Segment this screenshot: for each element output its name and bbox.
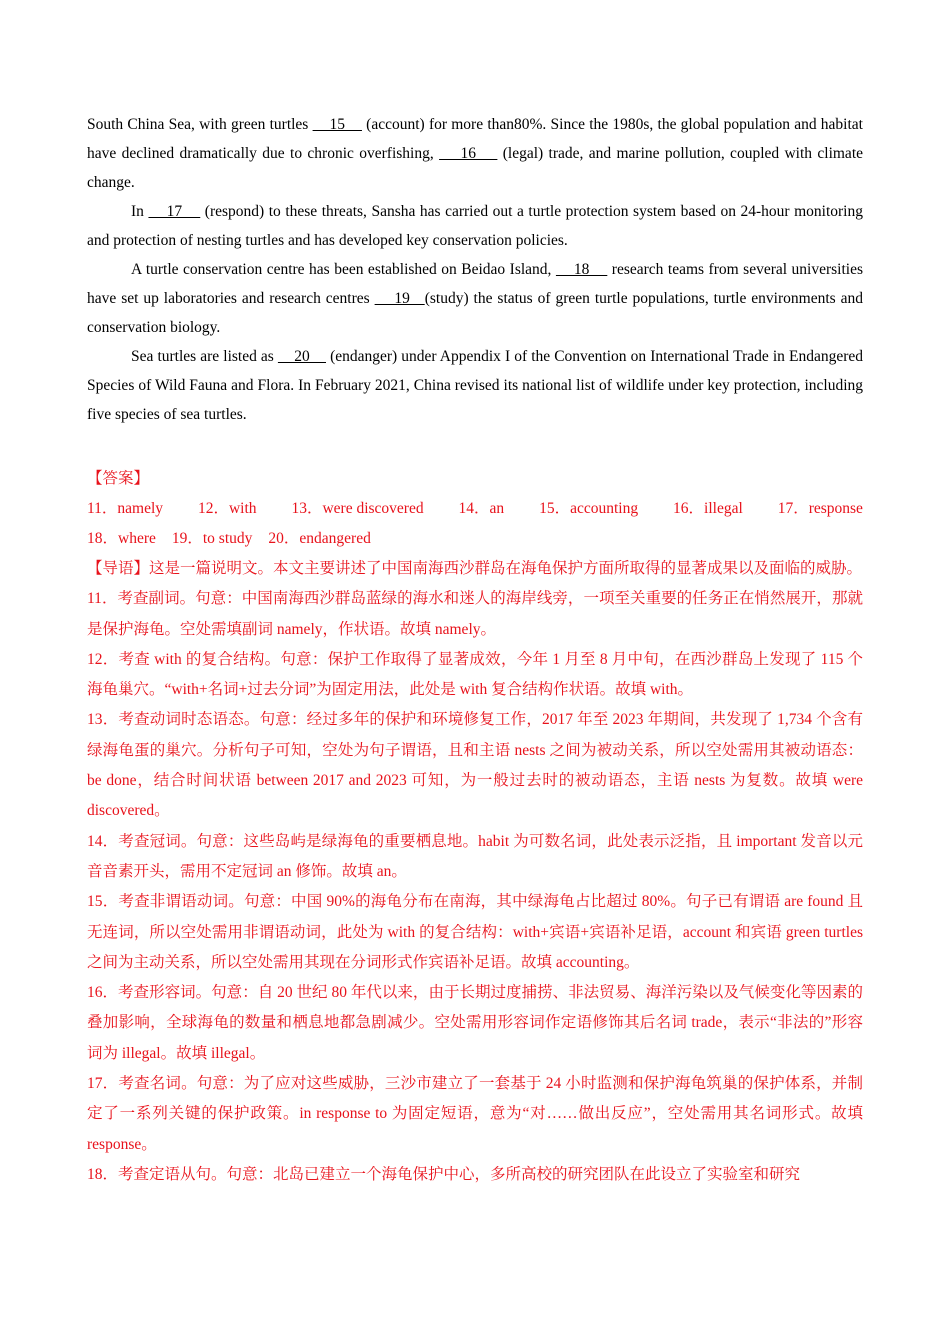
text-segment: Sea turtles are listed as: [131, 348, 278, 365]
answer-14: 14．an: [458, 500, 505, 517]
spacer: [87, 429, 863, 464]
text-segment: A turtle conservation centre has been established on Beidao Island,: [131, 261, 556, 278]
text-segment: (respond) to these threats, Sansha has carried out a turtle protection system based on 24-hour monitoring and protection of nesting turtles and has developed key conservation policies.: [87, 203, 863, 249]
answer-13: 13．were discovered: [291, 500, 424, 517]
explanation-18: 18．考查定语从句。句意：北岛已建立一个海龟保护中心，多所高校的研究团队在此设立了实验室和研究: [87, 1165, 801, 1183]
explanation-12: 12．考查 with 的复合结构。句意：保护工作取得了显著成效，今年 1 月至 8 月中旬，在西沙群岛上发现了 115 个海龟巢穴。“with+名词+过去分词”为固定用法，此处是 with 复合结构作状语。故填 with。: [87, 650, 863, 699]
passage-paragraph-3: [87, 255, 863, 342]
explanation-11: 11．考查副词。句意：中国南海西沙群岛蓝绿的海水和迷人的海岸线旁，一项至关重要的任务正在悄然展开，那就是保护海龟。空处需填副词 namely，作状语。故填 namely。: [87, 590, 863, 638]
blank-17: 17: [148, 203, 201, 220]
passage-paragraph-2: [87, 197, 863, 255]
answer-row-1: [87, 494, 863, 524]
answer-row-2: [87, 524, 863, 554]
passage-paragraph-4: [87, 342, 863, 429]
explanation-15: 15．考查非谓语动词。句意：中国 90%的海龟分布在南海，其中绿海龟占比超过 80%。句子已有谓语 are found 且无连词，所以空处需用非谓语动词，此处为 with 的复合结构：with+宾语+宾语补足语，account 和宾语 green turtles 之间为主动关系，所以空处需用其现在分词形式作宾语补足语。故填 accounting。: [87, 893, 863, 971]
blank-19: 19: [374, 290, 425, 307]
answer-16: 16．illegal: [673, 500, 743, 517]
answer-11: 11．namely: [87, 500, 164, 517]
answer-15: 15．accounting: [539, 500, 639, 517]
explanation-13: 13．考查动词时态语态。句意：经过多年的保护和环境修复工作，2017 年至 2023 年期间，共发现了 1,734 个含有绿海龟蛋的巢穴。分析句子可知，空处为句子谓语，且和主语 nests 之间为被动关系，所以空处需用其被动语态：be done，结合时间状语 between 2017 and 2023 可知，为一般过去时的被动语态，主语 nests 为复数。故填 were discovered。: [87, 711, 863, 820]
text-segment: research teams from several universities have set up laboratories and research centres: [87, 261, 863, 307]
guide-intro: 【导语】这是一篇说明文。本文主要讲述了中国南海西沙群岛在海龟保护方面所取得的显著成果以及面临的威胁。: [87, 560, 863, 577]
blank-16: 16: [439, 145, 498, 162]
answer-19: 19．to study: [171, 530, 253, 547]
passage-paragraph-1: [87, 110, 863, 197]
blank-18: 18: [555, 261, 608, 278]
text-segment: (legal) trade, and marine pollution, coupled with climate change.: [87, 145, 863, 191]
answer-12: 12．with: [197, 500, 257, 517]
text-segment: (account) for more than80%. Since the 1980s, the global population and habitat have declined dramatically due to chronic overfishing,: [87, 116, 863, 162]
explanation-16: 16．考查形容词。句意：自 20 世纪 80 年代以来，由于长期过度捕捞、非法贸易、海洋污染以及气候变化等因素的叠加影响，全球海龟的数量和栖息地都急剧减少。空处需用形容词作定语修饰其后名词 trade，表示“非法的”形容词为 illegal。故填 illegal。: [87, 984, 863, 1062]
answer-heading: 【答案】: [87, 470, 150, 487]
explanation-14: 14．考查冠词。句意：这些岛屿是绿海龟的重要栖息地。habit 为可数名词，此处表示泛指，且 important 发音以元音音素开头，需用不定冠词 an 修饰。故填 an。: [87, 832, 863, 880]
text-segment: (endanger) under Appendix I of the Convention on International Trade in Endangered Species of Wild Fauna and Flora. In February 2021, China revised its national list of wildlife under key protection, including five species of sea turtles.: [87, 348, 863, 423]
text-segment: South China Sea, with green turtles: [87, 116, 313, 133]
answer-18: 18．where: [87, 530, 156, 547]
document-page: [87, 110, 863, 1190]
answer-17: 17．response: [777, 500, 863, 517]
blank-15: 15: [312, 116, 362, 133]
text-segment: In: [131, 203, 149, 220]
answer-20: 20．endangered: [268, 530, 371, 547]
text-segment: (study) the status of green turtle populations, turtle environments and conservation biology.: [87, 290, 863, 336]
blank-20: 20: [277, 348, 326, 365]
explanation-17: 17．考查名词。句意：为了应对这些威胁，三沙市建立了一套基于 24 小时监测和保护海龟筑巢的保护体系，并制定了一系列关键的保护政策。in response to 为固定短语，意为“对……做出反应”，空处需用其名词形式。故填 response。: [87, 1075, 863, 1153]
